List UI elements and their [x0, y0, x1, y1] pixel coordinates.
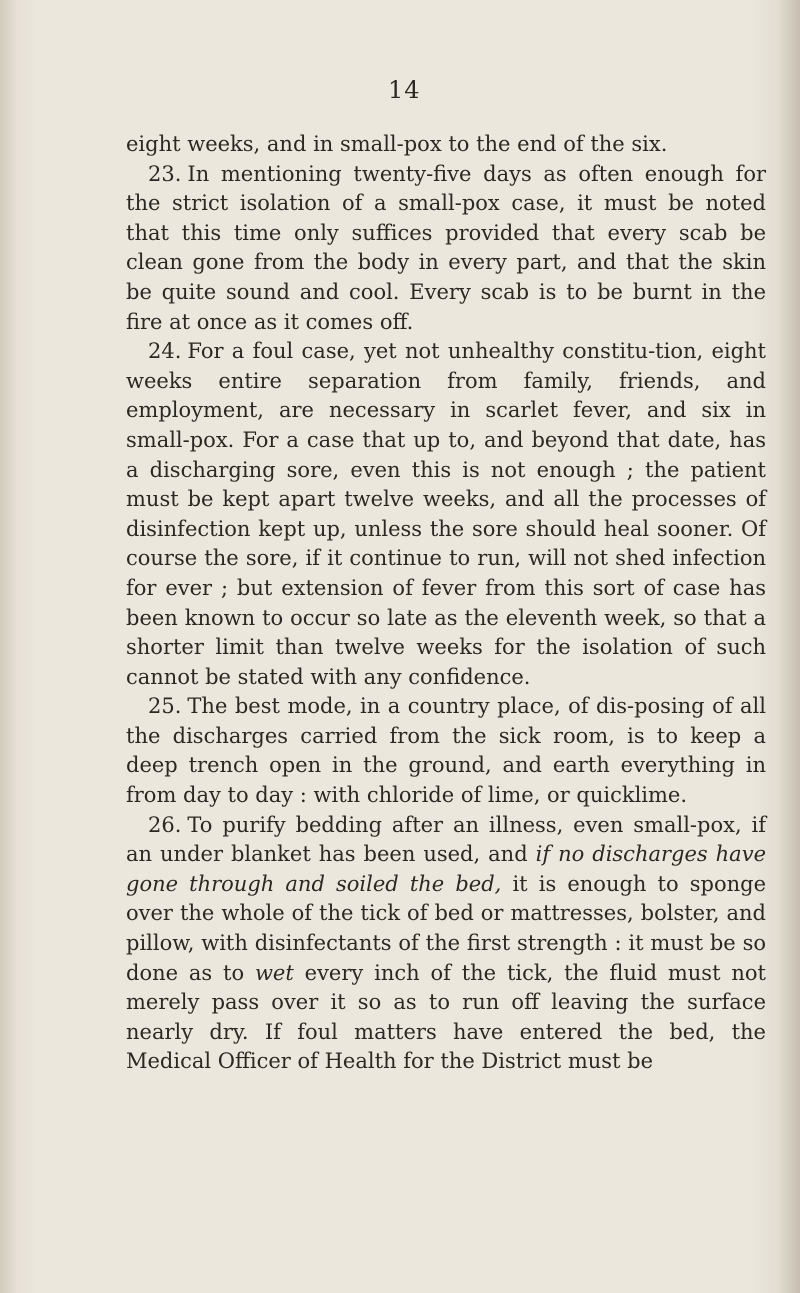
paragraph-number: 23. [148, 161, 182, 186]
paragraph-number: 24. [148, 339, 182, 364]
paragraph-text-middle: it is enough to sponge over the whole of the tick of bed or mattresses, bolster, and pillow, with disinfectants of the first strength : it must be so done as to [126, 871, 766, 985]
paragraph-24 [126, 337, 766, 692]
paragraph-continuation [126, 130, 766, 160]
paragraph-text: The best mode, in a country place, of dis-posing of all the discharges carried from the sick room, is to keep a deep trench open in the ground, and earth everything in from day to day : with chloride of lime, or quicklime. [126, 694, 766, 808]
paragraph-text: eight weeks, and in small-pox to the end of the six. [126, 132, 668, 156]
paragraph-italic-text: if no discharges have gone through and soiled the bed, [126, 842, 766, 896]
paragraph-text-after: every inch of the tick, the fluid must not merely pass over it so as to run off leaving the surface nearly dry. If foul matters have entered the bed, the Medical Officer of Health for the District must be [126, 960, 766, 1074]
paragraph-number: 26. [148, 812, 182, 837]
paragraph-26 [126, 811, 766, 1077]
paragraph-text: In mentioning twenty-five days as often enough for the strict isolation of a small-pox case, it must be noted that this time only suffices provided that every scab be clean gone from the body in every part, and that the skin be quite sound and cool. Every scab is to be burnt in the fire at once as it comes off. [126, 161, 766, 334]
paragraph-23 [126, 160, 766, 338]
paragraph-text-before: To purify bedding after an illness, even small-pox, if an under blanket has been used, and [126, 812, 766, 867]
paragraph-italic-text-2: wet [254, 960, 294, 985]
paragraph-25 [126, 692, 766, 810]
paragraph-number: 25. [148, 694, 182, 719]
body-text [126, 130, 766, 1077]
page-number: 14 [388, 76, 421, 104]
paragraph-text: For a foul case, yet not unhealthy constitu-tion, eight weeks entire separation from family, friends, and employment, are necessary in scarlet fever, and six in small-pox. For a case that up to, and beyond that date, has a discharging sore, even this is not enough ; the patient must be kept apart twelve weeks, and all the processes of disinfection kept up, unless the sore should heal sooner. Of course the sore, if it continue to run, will not shed infection for ever ; but extension of fever from this sort of case has been known to occur so late as the eleventh week, so that a shorter limit than twelve weeks for the isolation of such cannot be stated with any confidence. [126, 339, 766, 689]
